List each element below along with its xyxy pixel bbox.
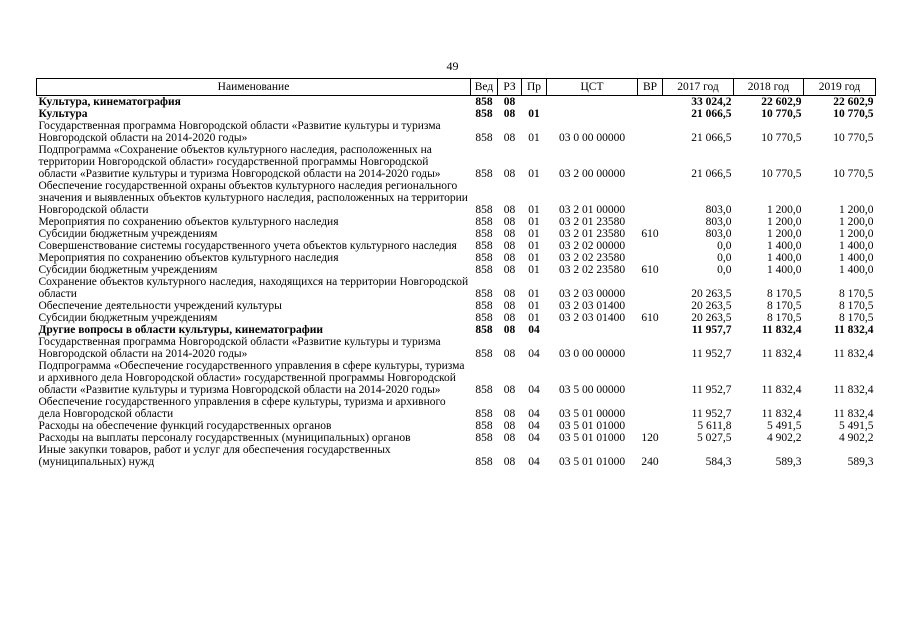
cell-2017: 803,0 [705,228,732,240]
cell-name: Субсидии бюджетным учреждениям [38,228,218,240]
cell-rz: 08 [503,456,516,468]
header-rz: РЗ [498,79,522,96]
cell-2018: 10 770,5 [761,108,802,120]
budget-body [37,96,876,469]
cell-vr: 610 [641,264,659,276]
cell-pr: 01 [528,288,540,300]
cell-2019: 1 400,0 [839,252,874,264]
header-2017: 2017 год [663,79,734,96]
cell-pr: 01 [528,264,540,276]
cell-cst: 03 5 00 00000 [558,384,626,396]
cell-ved: 858 [475,228,493,240]
cell-2018: 8 170,5 [767,312,802,324]
cell-cst: 03 2 01 23580 [558,228,626,240]
cell-ved: 858 [475,300,493,312]
cell-cst: 03 0 00 00000 [558,348,626,360]
cell-2018: 11 832,4 [761,408,802,420]
cell-2019: 11 832,4 [833,408,874,420]
table-row [37,276,876,300]
cell-ved: 858 [475,216,493,228]
cell-name: Мероприятия по сохранению объектов культурного наследия [38,216,339,228]
cell-2018: 1 400,0 [767,240,802,252]
cell-pr: 01 [528,204,540,216]
cell-2017: 20 263,5 [691,312,732,324]
cell-cst: 03 2 02 23580 [558,252,626,264]
header-cst: ЦСТ [547,79,638,96]
cell-pr: 01 [528,108,540,120]
table-row [37,96,876,109]
table-row [37,264,876,276]
cell-pr: 04 [528,456,540,468]
cell-2017: 5 027,5 [697,432,732,444]
cell-ved: 858 [475,108,493,120]
cell-rz: 08 [503,348,516,360]
table-row [37,108,876,120]
cell-2019: 1 200,0 [839,228,874,240]
cell-rz: 08 [503,264,516,276]
cell-cst: 03 2 02 23580 [558,264,626,276]
cell-ved: 858 [475,288,493,300]
cell-name: Обеспечение деятельности учреждений культуры [38,300,282,312]
cell-vr [638,300,663,312]
cell-2017: 11 952,7 [691,384,732,396]
cell-rz: 08 [503,288,516,300]
cell-vr: 120 [641,432,659,444]
cell-2019: 8 170,5 [839,288,874,300]
cell-vr: 610 [641,228,659,240]
cell-2018: 8 170,5 [767,288,802,300]
cell-2019: 10 770,5 [833,168,874,180]
cell-ved: 858 [475,96,493,108]
table-row [37,120,876,144]
cell-pr: 04 [528,324,540,336]
table-row [37,312,876,324]
table-row [37,396,876,420]
cell-2019: 589,3 [847,456,874,468]
cell-vr [638,108,663,120]
table-row [37,240,876,252]
cell-cst: 03 2 02 00000 [558,240,626,252]
cell-2018: 11 832,4 [761,384,802,396]
cell-rz: 08 [503,384,516,396]
cell-rz: 08 [503,252,516,264]
cell-name: Культура, кинематография [38,96,181,108]
cell-vr [638,96,663,109]
cell-ved: 858 [475,240,493,252]
cell-ved: 858 [475,456,493,468]
table-row [37,228,876,240]
cell-cst: 03 2 01 00000 [558,204,626,216]
table-row [37,144,876,180]
cell-cst [547,108,638,120]
table-row [37,216,876,228]
cell-pr: 01 [528,216,540,228]
cell-ved: 858 [475,168,493,180]
cell-2019: 22 602,9 [833,96,874,108]
cell-2018: 11 832,4 [761,324,802,336]
cell-pr: 04 [528,384,540,396]
header-ved: Вед [471,79,498,96]
cell-2019: 1 200,0 [839,216,874,228]
cell-2018: 1 200,0 [767,228,802,240]
cell-pr: 04 [528,432,540,444]
cell-2017: 21 066,5 [691,168,732,180]
cell-2018: 1 200,0 [767,216,802,228]
cell-2017: 20 263,5 [691,300,732,312]
cell-pr [522,96,547,109]
cell-pr: 01 [528,240,540,252]
cell-rz: 08 [503,312,516,324]
cell-2019: 10 770,5 [833,132,874,144]
cell-cst: 03 2 03 01400 [558,312,626,324]
cell-name: Обеспечение государственного управления в сфере культуры, туризма и архивного дела Новгородской области [38,396,446,420]
cell-vr: 610 [641,312,659,324]
cell-ved: 858 [475,204,493,216]
cell-2019: 11 832,4 [833,324,874,336]
cell-vr: 240 [641,456,659,468]
cell-cst: 03 5 01 01000 [558,432,626,444]
cell-2019: 5 491,5 [839,420,874,432]
cell-pr: 01 [528,312,540,324]
cell-2019: 10 770,5 [833,108,874,120]
cell-2017: 21 066,5 [691,132,732,144]
cell-rz: 08 [503,408,516,420]
cell-ved: 858 [475,132,493,144]
cell-2017: 0,0 [717,240,732,252]
cell-2017: 20 263,5 [691,288,732,300]
cell-rz: 08 [503,300,516,312]
cell-name: Расходы на обеспечение функций государственных органов [38,420,332,432]
cell-rz: 08 [503,324,516,336]
cell-2017: 584,3 [705,456,732,468]
cell-2018: 1 200,0 [767,204,802,216]
cell-2019: 8 170,5 [839,312,874,324]
table-row [37,360,876,396]
cell-pr: 01 [528,252,540,264]
cell-cst: 03 5 01 01000 [558,456,626,468]
cell-vr [638,240,663,252]
cell-cst [547,96,638,109]
cell-pr: 04 [528,408,540,420]
cell-rz: 08 [503,132,516,144]
cell-pr: 01 [528,300,540,312]
cell-2018: 10 770,5 [761,168,802,180]
cell-vr [638,396,663,420]
cell-vr [638,336,663,360]
cell-2018: 1 400,0 [767,264,802,276]
cell-rz: 08 [503,168,516,180]
cell-rz: 08 [503,204,516,216]
cell-2018: 589,3 [775,456,802,468]
cell-2018: 10 770,5 [761,132,802,144]
cell-2019: 4 902,2 [839,432,874,444]
cell-rz: 08 [503,420,516,432]
table-row [37,324,876,336]
cell-pr: 01 [528,228,540,240]
cell-name: Расходы на выплаты персоналу государственных (муниципальных) органов [38,432,411,444]
cell-cst: 03 5 01 00000 [558,408,626,420]
cell-ved: 858 [475,420,493,432]
table-row [37,300,876,312]
header-name: Наименование [37,79,471,96]
cell-2018: 8 170,5 [767,300,802,312]
cell-name: Государственная программа Новгородской области «Развитие культуры и туризма Новгородской области на 2014-2020 годы» [38,336,441,360]
cell-cst: 03 2 01 23580 [558,216,626,228]
cell-name: Мероприятия по сохранению объектов культурного наследия [38,252,339,264]
cell-ved: 858 [475,264,493,276]
cell-rz: 08 [503,228,516,240]
table-row [37,336,876,360]
cell-2017: 11 952,7 [691,408,732,420]
cell-2019: 1 200,0 [839,204,874,216]
cell-cst: 03 2 03 00000 [558,288,626,300]
table-row [37,252,876,264]
cell-2018: 5 491,5 [767,420,802,432]
cell-name: Обеспечение государственной охраны объектов культурного наследия регионального значения и выявленных объектов культурного наследия, расположенных на территории Новгородской области [38,180,468,216]
cell-2017: 21 066,5 [691,108,732,120]
cell-vr [638,180,663,216]
cell-pr: 01 [528,132,540,144]
cell-2018: 22 602,9 [761,96,802,108]
cell-name: Культура [38,108,88,120]
cell-2019: 8 170,5 [839,300,874,312]
cell-rz: 08 [503,432,516,444]
cell-ved: 858 [475,432,493,444]
cell-cst: 03 5 01 01000 [558,420,626,432]
table-row [37,180,876,216]
cell-2019: 1 400,0 [839,264,874,276]
cell-2017: 11 957,7 [691,324,732,336]
cell-vr [638,360,663,396]
cell-ved: 858 [475,324,493,336]
header-2019: 2019 год [804,79,876,96]
cell-pr: 04 [528,420,540,432]
cell-2017: 33 024,2 [691,96,732,108]
cell-name: Совершенствование системы государственного учета объектов культурного наследия [38,240,457,252]
cell-cst: 03 2 00 00000 [558,168,626,180]
cell-name: Иные закупки товаров, работ и услуг для обеспечения государственных (муниципальных) нужд [38,444,391,468]
header-pr: Пр [522,79,547,96]
cell-vr [638,252,663,264]
cell-2019: 11 832,4 [833,348,874,360]
cell-2017: 0,0 [717,264,732,276]
cell-vr [638,276,663,300]
cell-cst [547,324,638,336]
cell-name: Субсидии бюджетным учреждениям [38,264,218,276]
header-2018: 2018 год [734,79,804,96]
cell-rz: 08 [503,96,516,108]
cell-name: Сохранение объектов культурного наследия, находящихся на территории Новгородской области [38,276,469,300]
cell-pr: 04 [528,348,540,360]
cell-ved: 858 [475,348,493,360]
budget-table [36,78,876,468]
cell-ved: 858 [475,408,493,420]
cell-vr [638,120,663,144]
cell-rz: 08 [503,108,516,120]
cell-vr [638,144,663,180]
header-vr: ВР [638,79,663,96]
page-number: 49 [446,59,459,73]
cell-name: Подпрограмма «Обеспечение государственного управления в сфере культуры, туризма и архивного дела Новгородской области» государственной программы Новгородской области «Развитие культуры и туризма Новгородской области на 2014-2020 годы» [38,360,465,396]
cell-ved: 858 [475,384,493,396]
cell-rz: 08 [503,240,516,252]
cell-rz: 08 [503,216,516,228]
table-row [37,432,876,444]
cell-name: Государственная программа Новгородской области «Развитие культуры и туризма Новгородской области на 2014-2020 годы» [38,120,441,144]
cell-2017: 803,0 [705,204,732,216]
cell-vr [638,420,663,432]
cell-name: Подпрограмма «Сохранение объектов культурного наследия, расположенных на территории Новгородской области» государственной программы Новгородской области «Развитие культуры и туризма Новгородской области на 2014-2020 годы» [38,144,441,180]
cell-2018: 1 400,0 [767,252,802,264]
cell-2017: 0,0 [717,252,732,264]
cell-name: Другие вопросы в области культуры, кинематографии [38,324,324,336]
header-row [37,79,876,96]
cell-vr [638,324,663,336]
cell-pr: 01 [528,168,540,180]
cell-vr [638,216,663,228]
cell-2019: 11 832,4 [833,384,874,396]
cell-cst: 03 2 03 01400 [558,300,626,312]
cell-2017: 803,0 [705,216,732,228]
cell-2017: 5 611,8 [697,420,732,432]
table-row [37,444,876,468]
cell-cst: 03 0 00 00000 [558,132,626,144]
cell-2018: 4 902,2 [767,432,802,444]
cell-2019: 1 400,0 [839,240,874,252]
cell-2017: 11 952,7 [691,348,732,360]
cell-ved: 858 [475,252,493,264]
cell-ved: 858 [475,312,493,324]
cell-2018: 11 832,4 [761,348,802,360]
cell-name: Субсидии бюджетным учреждениям [38,312,218,324]
table-row [37,420,876,432]
